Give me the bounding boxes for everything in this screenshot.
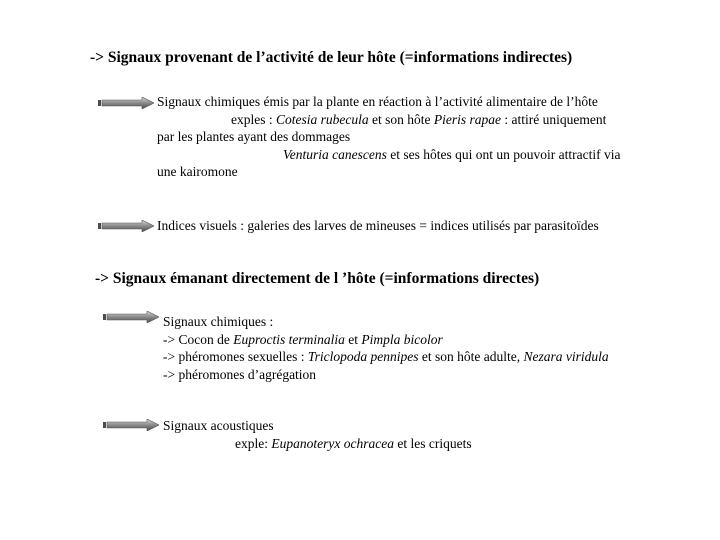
- text-line: Indices visuels : galeries des larves de mineuses = indices utilisés par parasitoïdes: [157, 218, 599, 233]
- chemical-signals-host-block: [163, 313, 609, 383]
- text-line: Signaux chimiques :: [163, 314, 274, 329]
- text-line: par les plantes ayant des dommages: [157, 129, 351, 144]
- chemical-signals-plant-block: [157, 93, 620, 181]
- text-line: Signaux acoustiques: [163, 418, 274, 433]
- section-heading-indirect: -> Signaux provenant de l’activité de leur hôte (=informations indirectes): [90, 49, 573, 66]
- arrow-right-icon: [103, 419, 159, 431]
- text-line: une kairomone: [157, 164, 238, 179]
- species-name: Venturia canescens: [283, 146, 387, 162]
- text-line: -> Cocon de Euproctis terminalia et Pimpla bicolor: [163, 331, 443, 347]
- species-name: Nezara viridula: [523, 349, 609, 364]
- text-line: Venturia canescens et ses hôtes qui ont un pouvoir attractif via: [283, 146, 621, 162]
- species-name: Triclopoda pennipes: [307, 349, 419, 364]
- acoustic-signals-block: [163, 417, 472, 452]
- arrow-right-icon: [103, 311, 159, 323]
- visual-cues-block: [157, 217, 599, 235]
- text-line: exple: Eupanoteryx ochracea et les criquets: [235, 435, 472, 451]
- text-line: Signaux chimiques émis par la plante en réaction à l’activité alimentaire de l’hôte: [157, 94, 598, 109]
- section-heading-direct: -> Signaux émanant directement de l ’hôte (=informations directes): [95, 270, 540, 287]
- text-line: exples : Cotesia rubecula et son hôte Pieris rapae : attiré uniquement: [231, 111, 607, 127]
- species-name: Pieris rapae: [433, 111, 501, 127]
- species-name: Eupanoteryx ochracea: [271, 435, 394, 451]
- arrow-right-icon: [98, 220, 154, 232]
- species-name: Cotesia rubecula: [276, 111, 369, 127]
- text-line: -> phéromones d’agrégation: [163, 366, 317, 382]
- text-line: -> phéromones sexuelles : Triclopoda pennipes et son hôte adulte, Nezara viridula: [163, 349, 609, 364]
- arrow-right-icon: [98, 97, 154, 109]
- species-name: Pimpla bicolor: [361, 331, 443, 347]
- species-name: Euproctis terminalia: [233, 331, 345, 347]
